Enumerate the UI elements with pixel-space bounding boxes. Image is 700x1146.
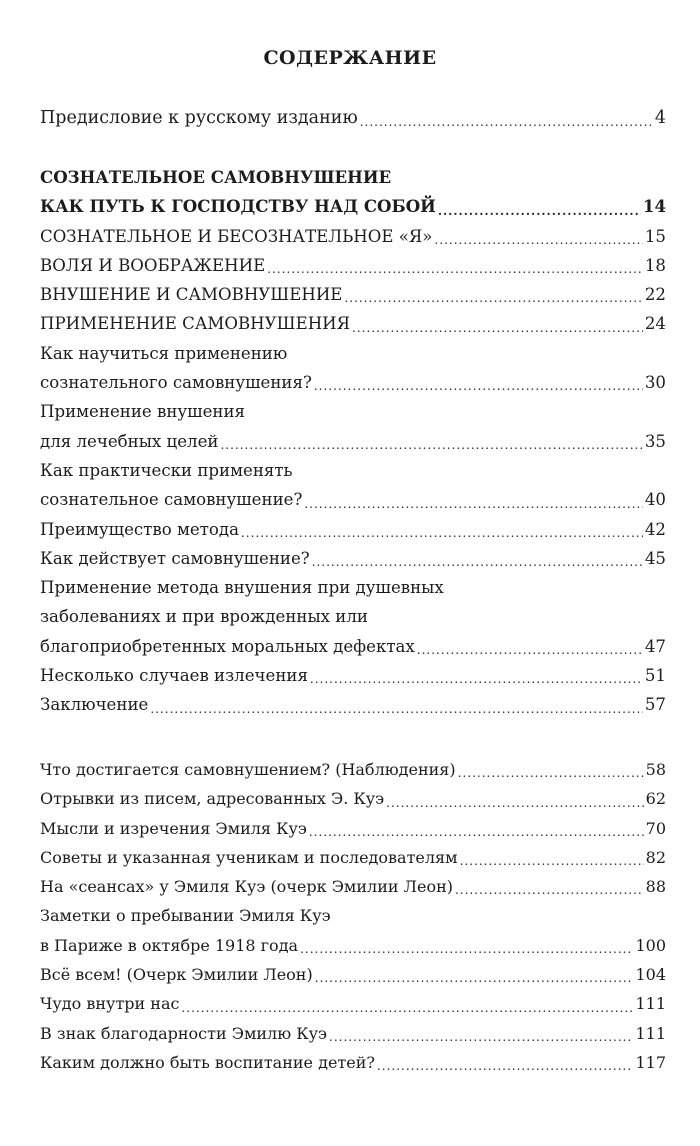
toc-entry — [40, 397, 666, 456]
toc-entry-line — [40, 573, 666, 602]
toc-page-number: 58 — [645, 760, 666, 779]
toc-entry-line — [40, 427, 666, 456]
dot-leader — [352, 317, 643, 339]
toc-entry — [40, 1048, 666, 1077]
toc-entry-title: СОЗНАТЕЛЬНОЕ И БЕСОЗНАТЕЛЬНОЕ «Я» — [40, 226, 433, 246]
toc-entry-line — [40, 368, 666, 397]
toc-entry — [40, 339, 666, 398]
dot-leader — [360, 111, 653, 133]
toc-entry-line — [40, 784, 666, 813]
toc-entry-line — [40, 456, 666, 485]
toc-entry-line — [40, 690, 666, 719]
toc-entry-line — [40, 989, 666, 1018]
toc-entry-line — [40, 222, 666, 251]
dot-leader — [417, 639, 643, 661]
dot-leader — [181, 997, 633, 1019]
toc-entry-title: благоприобретенных моральных дефектах — [40, 636, 415, 656]
toc-entry-line — [40, 485, 666, 514]
toc-entry-title: На «сеансах» у Эмиля Куэ (очерк Эмилии Леон) — [40, 877, 453, 897]
dot-leader — [267, 258, 643, 280]
toc-entry-title: Заметки о пребывании Эмиля Куэ — [40, 906, 331, 926]
toc-entry-line — [40, 1048, 666, 1077]
toc-entry-line — [40, 931, 666, 960]
toc-entry-title: Несколько случаев излечения — [40, 666, 308, 686]
toc-entry-title: ПРИМЕНЕНИЕ САМОВНУШЕНИЯ — [40, 314, 351, 334]
dot-leader — [434, 229, 642, 251]
toc-entry-line — [40, 192, 666, 221]
toc-entry — [40, 1019, 666, 1048]
toc-entry — [40, 222, 666, 251]
toc-entry-title: ВНУШЕНИЕ И САМОВНУШЕНИЕ — [40, 285, 343, 305]
toc-entry-line — [40, 163, 666, 192]
toc-entry-title: для лечебных целей — [40, 431, 219, 451]
dot-leader — [329, 1026, 633, 1048]
dot-leader — [300, 938, 633, 960]
toc-page-number: 22 — [644, 285, 666, 305]
toc-page-number: 82 — [645, 847, 666, 867]
toc-entry — [40, 456, 666, 515]
toc-page-number: 88 — [645, 877, 666, 897]
toc-entry — [40, 163, 666, 222]
toc-entry-line — [40, 872, 666, 901]
toc-page-number: 70 — [645, 818, 666, 838]
toc-page-number: 40 — [644, 490, 666, 510]
dot-leader — [309, 821, 644, 843]
toc-entry — [40, 515, 666, 544]
toc-page-number: 15 — [644, 226, 666, 246]
toc-entry-title: Заключение — [40, 695, 149, 715]
toc-page-number: 30 — [644, 373, 666, 393]
dot-leader — [150, 698, 643, 720]
toc-entry-title: Советы и указанная ученикам и последователям — [40, 847, 458, 867]
dot-leader — [377, 1055, 633, 1077]
toc-entry — [40, 814, 666, 843]
toc-entry-line — [40, 397, 666, 426]
toc-entry-line — [40, 814, 666, 843]
toc-page-number: 42 — [644, 519, 666, 539]
dot-leader — [460, 850, 644, 872]
toc-entry-title: Чудо внутри нас — [40, 994, 180, 1014]
toc-entry-title: в Париже в октябре 1918 года — [40, 935, 299, 955]
toc-page-number: 45 — [644, 548, 666, 568]
toc-entry-title: Всё всем! (Очерк Эмилии Леон) — [40, 965, 313, 985]
toc-entry — [40, 573, 666, 661]
toc-page-number: 111 — [635, 1023, 666, 1043]
toc-entry-title: Преимущество метода — [40, 519, 239, 539]
toc-page-number: 117 — [635, 1052, 666, 1072]
toc-entry-title: Как практически применять — [40, 460, 293, 480]
toc-page-number: 24 — [644, 314, 666, 334]
dot-leader — [312, 551, 643, 573]
toc-entry — [40, 901, 666, 960]
toc-entry-title: КАК ПУТЬ К ГОСПОДСТВУ НАД СОБОЙ — [40, 196, 436, 217]
toc-entry-line — [40, 309, 666, 338]
toc-entry-title: Как научиться применению — [40, 343, 288, 363]
toc-entry-line — [40, 544, 666, 573]
toc-entry-line — [40, 901, 666, 930]
toc-entry — [40, 251, 666, 280]
toc-entry-title: Что достигается самовнушением? (Наблюдения) — [40, 760, 456, 779]
toc-entry-line — [40, 632, 666, 661]
toc-entry-title: В знак благодарности Эмилю Куэ — [40, 1023, 327, 1043]
toc-entry — [40, 104, 666, 133]
toc-entry-title: Применение метода внушения при душевных — [40, 578, 444, 598]
toc-entry-line — [40, 280, 666, 309]
toc-page-number: 18 — [644, 255, 666, 275]
toc-preface-section — [40, 104, 666, 133]
toc-entry-title: Предисловие к русскому изданию — [40, 108, 358, 128]
toc-entry-line — [40, 515, 666, 544]
toc-title: СОДЕРЖАНИЕ — [263, 47, 437, 69]
toc-entry — [40, 661, 666, 690]
toc-entry — [40, 784, 666, 813]
toc-page-number: 62 — [645, 789, 666, 809]
toc-entry-title: Отрывки из писем, адресованных Э. Куэ — [40, 789, 385, 809]
toc-entry-line — [40, 339, 666, 368]
dot-leader — [386, 792, 644, 814]
dot-leader — [314, 375, 643, 397]
dot-leader — [344, 287, 642, 309]
toc-entry-line — [40, 1019, 666, 1048]
toc-entry — [40, 755, 666, 784]
dot-leader — [458, 762, 644, 784]
toc-entry-line — [40, 602, 666, 631]
toc-page-number: 51 — [644, 666, 666, 686]
toc-entry-title: ВОЛЯ И ВООБРАЖЕНИЕ — [40, 255, 266, 275]
toc-entry-line — [40, 661, 666, 690]
toc-page-number: 14 — [642, 196, 666, 217]
toc-entry-line — [40, 843, 666, 872]
toc-entry-title: заболеваниях и при врожденных или — [40, 607, 368, 627]
toc-entry-title: сознательное самовнушение? — [40, 490, 303, 510]
dot-leader — [455, 879, 644, 901]
toc-entry — [40, 309, 666, 338]
toc-appendix-section — [40, 755, 666, 1077]
dot-leader — [220, 434, 642, 456]
toc-entry — [40, 989, 666, 1018]
toc-entry-line — [40, 755, 666, 784]
toc-entry-title: Как действует самовнушение? — [40, 548, 310, 568]
toc-entry-title: Мысли и изречения Эмиля Куэ — [40, 818, 307, 838]
toc-page-number: 4 — [654, 108, 666, 128]
toc-entry — [40, 544, 666, 573]
toc-page-number: 100 — [635, 935, 666, 955]
toc-entry — [40, 960, 666, 989]
toc-page-number: 57 — [644, 695, 666, 715]
toc-entry — [40, 843, 666, 872]
toc-entry-title: Применение внушения — [40, 402, 245, 422]
toc-page-number: 104 — [635, 965, 666, 985]
dot-leader — [310, 668, 643, 690]
toc-main-section — [40, 163, 666, 720]
toc-entry — [40, 280, 666, 309]
dot-leader — [304, 493, 643, 515]
dot-leader — [241, 522, 643, 544]
toc-entry-title: сознательного самовнушения? — [40, 373, 312, 393]
dot-leader — [438, 200, 641, 222]
toc-entry-title: Каким должно быть воспитание детей? — [40, 1052, 375, 1072]
toc-entry-line — [40, 960, 666, 989]
toc-entry — [40, 690, 666, 719]
toc-entry-line — [40, 251, 666, 280]
toc-entry-line — [40, 104, 666, 133]
toc-page-number: 111 — [635, 994, 666, 1014]
toc-page-number: 35 — [644, 431, 666, 451]
toc-entry-title: СОЗНАТЕЛЬНОЕ САМОВНУШЕНИЕ — [40, 167, 392, 187]
toc-page-number: 47 — [644, 636, 666, 656]
dot-leader — [315, 967, 634, 989]
toc-entry — [40, 872, 666, 901]
